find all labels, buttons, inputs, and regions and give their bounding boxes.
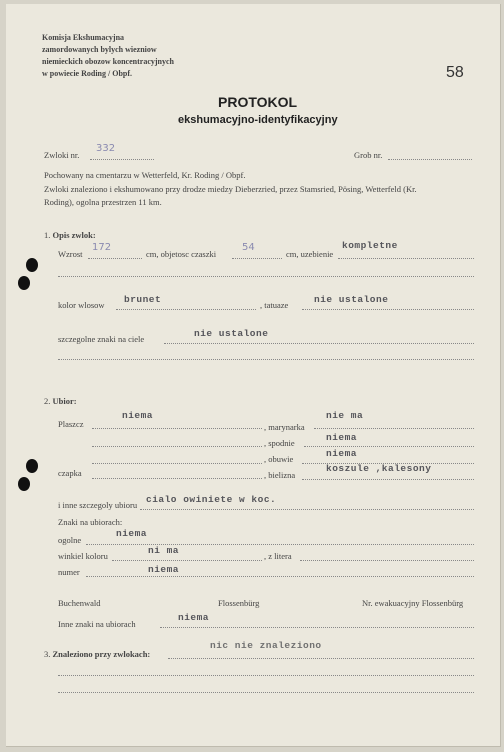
- header-line-3: niemieckich obozow koncentracyjnych: [42, 57, 174, 66]
- value-uzebienie: kompletne: [342, 240, 398, 251]
- value-tatuaze: nie ustalone: [314, 294, 389, 305]
- value-winkiel-koloru: ni ma: [148, 545, 180, 556]
- fill-line: [58, 675, 474, 676]
- fill-line: [164, 343, 474, 344]
- section-3-heading: [44, 649, 150, 659]
- punch-hole: [18, 276, 30, 290]
- fill-line: [92, 478, 262, 479]
- page-number: 58: [446, 64, 464, 81]
- label-winkiel-koloru: winkiel koloru: [58, 551, 108, 561]
- value-objetosc-czaszki: 54: [242, 242, 255, 253]
- label-inne-znaki: Inne znaki na ubiorach: [58, 619, 136, 629]
- fill-line: [300, 560, 474, 561]
- section-title: Znaleziono przy zwlokach:: [52, 649, 151, 659]
- punch-hole: [26, 258, 38, 272]
- exhumation-text-2: Roding), ogolna przestrzen 11 km.: [44, 197, 162, 207]
- fill-line: [88, 258, 142, 259]
- section-1-heading: [44, 230, 96, 240]
- fill-line: [314, 428, 474, 429]
- value-zwloki-nr: 332: [96, 143, 116, 154]
- fill-line: [232, 258, 282, 259]
- label-kolor-wlosow: kolor wlosow: [58, 300, 105, 310]
- document-title: PROTOKOL: [218, 94, 298, 110]
- label-buchenwald: Buchenwald: [58, 598, 101, 608]
- value-inne-szczegoly: cialo owiniete w koc.: [146, 494, 277, 505]
- fill-line: [112, 560, 262, 561]
- fill-line: [58, 692, 474, 693]
- section-2-heading: [44, 396, 77, 406]
- value-znaleziono: nic nie znaleziono: [210, 640, 322, 651]
- document-subtitle: ekshumacyjno-identyfikacyjny: [178, 114, 338, 126]
- label-tatuaze: , tatuaze: [260, 300, 289, 310]
- fill-line: [116, 309, 256, 310]
- punch-hole: [18, 477, 30, 491]
- fill-line: [160, 627, 474, 628]
- fill-line: [58, 359, 474, 360]
- label-uzebienie: cm, uzebienie: [286, 249, 334, 259]
- fill-line: [92, 428, 262, 429]
- punch-hole: [26, 459, 38, 473]
- label-marynarka: , marynarka: [264, 422, 305, 432]
- label-numer: numer: [58, 567, 80, 577]
- label-spodnie: , spodnie: [264, 438, 295, 448]
- section-number: 2.: [44, 396, 51, 406]
- fill-line: [58, 276, 474, 277]
- label-z-litera: , z litera: [264, 551, 292, 561]
- label-plaszcz: Plaszcz: [58, 419, 84, 429]
- fill-line: [302, 479, 474, 480]
- value-obuwie: niema: [326, 448, 358, 459]
- fill-line: [304, 446, 474, 447]
- label-inne-szczegoly: i inne szczegoly ubioru: [58, 500, 138, 510]
- label-nr-ewakuacyjny: Nr. ewakuacyjny Flossenbürg: [362, 598, 464, 608]
- header-line-2: zamordowanych bylych wiezniow: [42, 45, 157, 54]
- value-spodnie: niema: [326, 432, 358, 443]
- fill-line: [86, 544, 474, 545]
- section-number: 3.: [44, 649, 51, 659]
- fill-line: [302, 309, 474, 310]
- value-marynarka: nie ma: [326, 410, 364, 421]
- value-kolor-wlosow: brunet: [124, 294, 162, 305]
- value-inne-znaki: niema: [178, 612, 210, 623]
- fill-line: [140, 509, 474, 510]
- fill-line: [90, 159, 154, 160]
- header-block: [42, 32, 242, 80]
- fill-line: [388, 159, 472, 160]
- label-obuwie: , obuwie: [264, 454, 294, 464]
- header-line-1: Komisja Ekshumacyjna: [42, 33, 125, 42]
- label-czapka: czapka: [58, 468, 82, 478]
- fill-line: [92, 463, 262, 464]
- label-flossenburg: Flossenbürg: [218, 598, 260, 608]
- label-bielizna: , bielizna: [264, 470, 296, 480]
- value-bielizna: koszule ,kalesony: [326, 463, 432, 474]
- fill-line: [168, 658, 474, 659]
- label-zwloki-nr: Zwloki nr.: [44, 150, 80, 160]
- label-ogolne: ogolne: [58, 535, 82, 545]
- value-ogolne: niema: [116, 528, 148, 539]
- document-page: [6, 4, 501, 747]
- section-title: Opis zwlok:: [52, 230, 96, 240]
- exhumation-text-1: Zwloki znaleziono i ekshumowano przy drodze miedzy Dieberzried, przez Stamsried, Pösing, Wetterfeld (Kr.: [44, 184, 417, 194]
- value-znaki-na-ciele: nie ustalone: [194, 328, 269, 339]
- label-znaki-na-ubiorach: Znaki na ubiorach:: [58, 517, 123, 527]
- fill-line: [92, 446, 262, 447]
- value-wzrost: 172: [92, 242, 112, 253]
- label-znaki-na-ciele: szczegolne znaki na ciele: [58, 334, 145, 344]
- value-numer: niema: [148, 564, 180, 575]
- fill-line: [338, 258, 474, 259]
- burial-text: Pochowany na cmentarzu w Wetterfeld, Kr. Roding / Obpf.: [44, 170, 246, 180]
- section-title: Ubior:: [52, 396, 77, 406]
- label-wzrost: Wzrost: [58, 249, 83, 259]
- label-grob-nr: Grob nr.: [354, 150, 383, 160]
- header-line-4: w powiecie Roding / Obpf.: [42, 69, 133, 78]
- value-plaszcz: niema: [122, 410, 154, 421]
- fill-line: [86, 576, 474, 577]
- label-objetosc-czaszki: cm, objetosc czaszki: [146, 249, 217, 259]
- section-number: 1.: [44, 230, 51, 240]
